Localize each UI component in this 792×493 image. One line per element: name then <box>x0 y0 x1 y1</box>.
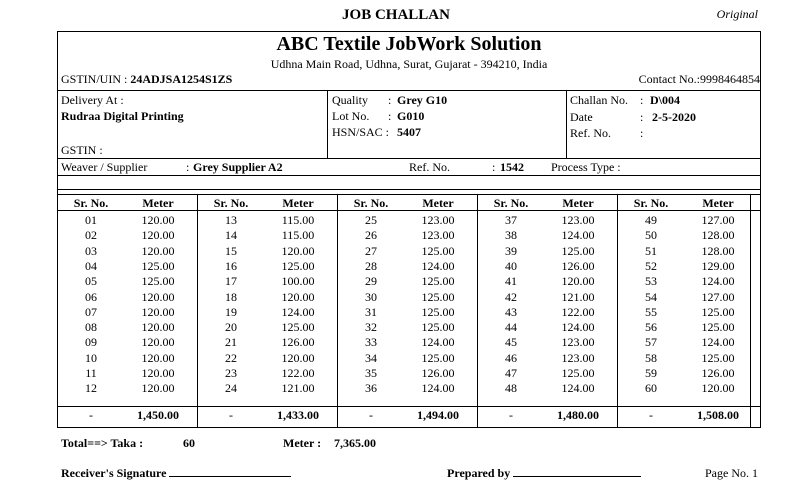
lot-colon: : <box>388 109 392 123</box>
sr-no-cell: 39 <box>505 244 517 258</box>
meter-cell: 122.00 <box>561 305 595 319</box>
meter-cell: 124.00 <box>701 335 735 349</box>
meter-cell: 120.00 <box>561 274 595 288</box>
sr-no-cell: 50 <box>645 228 657 242</box>
meter-cell: 127.00 <box>701 213 735 227</box>
total-taka-value: 60 <box>183 436 195 450</box>
sr-no-cell: 32 <box>365 320 377 334</box>
divider <box>57 194 761 195</box>
total-meter-label: Meter : <box>283 436 322 450</box>
column-total-meter: 1,508.00 <box>697 408 739 422</box>
weaver-value: Grey Supplier A2 <box>193 160 283 174</box>
meter-cell: 123.00 <box>561 335 595 349</box>
sr-no-cell: 27 <box>365 244 377 258</box>
divider <box>57 158 761 159</box>
sr-no-cell: 43 <box>505 305 517 319</box>
company-address: Udhna Main Road, Udhna, Surat, Gujarat - 394210, India <box>270 57 548 71</box>
supplier-ref-colon: : <box>492 160 496 174</box>
sr-no-header: Sr. No. <box>633 196 669 210</box>
meter-cell: 124.00 <box>561 320 595 334</box>
divider <box>57 90 761 91</box>
meter-cell: 120.00 <box>141 351 175 365</box>
total-meter-value: 7,365.00 <box>334 436 376 450</box>
sr-no-cell: 12 <box>85 381 97 395</box>
weaver-label: Weaver / Supplier <box>61 160 148 174</box>
meter-cell: 120.00 <box>701 381 735 395</box>
delivery-name: Rudraa Digital Printing <box>61 109 184 123</box>
meter-cell: 120.00 <box>141 244 175 258</box>
meter-cell: 120.00 <box>141 335 175 349</box>
meter-cell: 122.00 <box>281 366 315 380</box>
sr-no-cell: 09 <box>85 335 97 349</box>
sr-no-header: Sr. No. <box>213 196 249 210</box>
column-total-meter: 1,433.00 <box>277 408 319 422</box>
divider <box>327 90 328 158</box>
meter-cell: 120.00 <box>141 381 175 395</box>
sr-no-cell: 05 <box>85 274 97 288</box>
sr-no-cell: 45 <box>505 335 517 349</box>
meter-cell: 121.00 <box>561 290 595 304</box>
total-sr-cell: - <box>369 408 373 422</box>
meter-cell: 126.00 <box>421 366 455 380</box>
sr-no-cell: 42 <box>505 290 517 304</box>
meter-cell: 128.00 <box>701 228 735 242</box>
meter-cell: 120.00 <box>281 351 315 365</box>
sr-no-header: Sr. No. <box>493 196 529 210</box>
meter-header: Meter <box>562 196 594 210</box>
meter-cell: 129.00 <box>701 259 735 273</box>
meter-cell: 125.00 <box>421 305 455 319</box>
meter-cell: 115.00 <box>281 213 315 227</box>
sr-no-cell: 56 <box>645 320 657 334</box>
sr-no-cell: 29 <box>365 274 377 288</box>
meter-cell: 127.00 <box>701 290 735 304</box>
sr-no-cell: 11 <box>85 366 97 380</box>
sr-no-cell: 41 <box>505 274 517 288</box>
sr-no-cell: 02 <box>85 228 97 242</box>
meter-cell: 125.00 <box>141 274 175 288</box>
sr-no-cell: 36 <box>365 381 377 395</box>
company-contact-label: Contact No.: <box>638 72 700 86</box>
sr-no-cell: 31 <box>365 305 377 319</box>
date-colon: : <box>640 110 644 124</box>
challan-no-value: D\004 <box>650 93 680 107</box>
sr-no-cell: 47 <box>505 366 517 380</box>
meter-header: Meter <box>282 196 314 210</box>
sr-no-cell: 48 <box>505 381 517 395</box>
total-sr-cell: - <box>649 408 653 422</box>
quality-label: Quality <box>332 93 368 107</box>
meter-cell: 124.00 <box>701 274 735 288</box>
meter-cell: 124.00 <box>281 305 315 319</box>
sr-no-cell: 55 <box>645 305 657 319</box>
sr-no-cell: 21 <box>225 335 237 349</box>
prepared-by-label: Prepared by <box>447 466 511 480</box>
meter-cell: 120.00 <box>141 290 175 304</box>
ref-no-colon: : <box>640 126 644 140</box>
column-total-meter: 1,450.00 <box>137 408 179 422</box>
lot-label: Lot No. <box>332 109 370 123</box>
meter-header: Meter <box>422 196 454 210</box>
meter-cell: 126.00 <box>561 259 595 273</box>
sr-no-cell: 17 <box>225 274 237 288</box>
sr-no-cell: 57 <box>645 335 657 349</box>
sr-no-cell: 24 <box>225 381 237 395</box>
sr-no-cell: 59 <box>645 366 657 380</box>
meter-cell: 125.00 <box>141 259 175 273</box>
date-value: 2-5-2020 <box>652 110 696 124</box>
divider <box>57 406 761 407</box>
sr-no-cell: 16 <box>225 259 237 273</box>
sr-no-cell: 20 <box>225 320 237 334</box>
total-sr-cell: - <box>509 408 513 422</box>
sr-no-cell: 13 <box>225 213 237 227</box>
page-number: Page No. 1 <box>705 466 758 480</box>
sr-no-cell: 01 <box>85 213 97 227</box>
sr-no-cell: 60 <box>645 381 657 395</box>
company-name: ABC Textile JobWork Solution <box>276 33 542 55</box>
sr-no-cell: 26 <box>365 228 377 242</box>
meter-header: Meter <box>702 196 734 210</box>
divider <box>566 90 567 158</box>
sr-no-cell: 58 <box>645 351 657 365</box>
prepared-by-line <box>513 466 641 477</box>
meter-cell: 125.00 <box>561 244 595 258</box>
meter-cell: 120.00 <box>141 366 175 380</box>
meter-cell: 115.00 <box>281 228 315 242</box>
total-sr-cell: - <box>89 408 93 422</box>
sr-no-header: Sr. No. <box>353 196 389 210</box>
meter-cell: 120.00 <box>281 244 315 258</box>
meter-cell: 123.00 <box>421 228 455 242</box>
total-taka-label: Total==> Taka : <box>61 436 144 450</box>
sr-no-cell: 54 <box>645 290 657 304</box>
hsn-value: 5407 <box>397 125 421 139</box>
sr-no-cell: 46 <box>505 351 517 365</box>
sr-no-cell: 18 <box>225 290 237 304</box>
meter-cell: 124.00 <box>421 259 455 273</box>
meter-cell: 120.00 <box>141 228 175 242</box>
hsn-label: HSN/SAC : <box>332 125 390 139</box>
ref-no-label: Ref. No. <box>570 126 611 140</box>
sr-no-cell: 37 <box>505 213 517 227</box>
meter-cell: 126.00 <box>701 366 735 380</box>
meter-cell: 123.00 <box>561 213 595 227</box>
sr-no-cell: 30 <box>365 290 377 304</box>
sr-no-cell: 07 <box>85 305 97 319</box>
meter-cell: 121.00 <box>281 381 315 395</box>
meter-cell: 125.00 <box>421 290 455 304</box>
sr-no-cell: 03 <box>85 244 97 258</box>
meter-cell: 125.00 <box>421 274 455 288</box>
sr-no-cell: 38 <box>505 228 517 242</box>
meter-cell: 123.00 <box>561 351 595 365</box>
weaver-colon: : <box>186 160 190 174</box>
total-sr-cell: - <box>229 408 233 422</box>
sr-no-cell: 44 <box>505 320 517 334</box>
sr-no-cell: 10 <box>85 351 97 365</box>
meter-cell: 125.00 <box>701 351 735 365</box>
receiver-signature <box>61 466 291 481</box>
process-type-label: Process Type : <box>551 160 621 174</box>
delivery-label: Delivery At : <box>61 93 124 107</box>
company-gstin <box>61 72 232 87</box>
company-gstin-label: GSTIN/UIN : <box>61 72 128 86</box>
sr-no-cell: 28 <box>365 259 377 273</box>
meter-cell: 124.00 <box>421 335 455 349</box>
meter-cell: 124.00 <box>421 381 455 395</box>
quality-colon: : <box>388 93 392 107</box>
divider <box>57 189 761 190</box>
meter-cell: 120.00 <box>141 305 175 319</box>
meter-cell: 124.00 <box>561 381 595 395</box>
sr-no-cell: 51 <box>645 244 657 258</box>
column-total-meter: 1,480.00 <box>557 408 599 422</box>
document-title: JOB CHALLAN <box>342 7 450 23</box>
quality-value: Grey G10 <box>397 93 448 107</box>
date-label: Date <box>570 110 593 124</box>
receiver-signature-line <box>169 466 291 477</box>
supplier-ref-value: 1542 <box>500 160 524 174</box>
sr-no-cell: 34 <box>365 351 377 365</box>
sr-no-cell: 23 <box>225 366 237 380</box>
meter-cell: 128.00 <box>701 244 735 258</box>
meter-cell: 125.00 <box>421 244 455 258</box>
sr-no-cell: 08 <box>85 320 97 334</box>
lot-value: G010 <box>397 109 425 123</box>
sr-no-cell: 22 <box>225 351 237 365</box>
sr-no-cell: 49 <box>645 213 657 227</box>
meter-cell: 120.00 <box>281 290 315 304</box>
sr-no-cell: 35 <box>365 366 377 380</box>
meter-cell: 100.00 <box>281 274 315 288</box>
delivery-gstin-label: GSTIN : <box>61 143 103 157</box>
meter-cell: 123.00 <box>421 213 455 227</box>
sr-no-cell: 53 <box>645 274 657 288</box>
copy-label: Original <box>716 7 758 21</box>
meter-cell: 125.00 <box>281 320 315 334</box>
prepared-by <box>447 466 641 481</box>
sr-no-cell: 14 <box>225 228 237 242</box>
meter-cell: 120.00 <box>141 213 175 227</box>
meter-cell: 126.00 <box>281 335 315 349</box>
sr-no-cell: 04 <box>85 259 97 273</box>
meter-header: Meter <box>142 196 174 210</box>
meter-cell: 125.00 <box>701 305 735 319</box>
column-total-meter: 1,494.00 <box>417 408 459 422</box>
sr-no-cell: 19 <box>225 305 237 319</box>
meter-cell: 125.00 <box>561 366 595 380</box>
receiver-signature-label: Receiver's Signature <box>61 466 167 480</box>
sr-no-cell: 33 <box>365 335 377 349</box>
challan-no-label: Challan No. <box>570 93 628 107</box>
sr-no-header: Sr. No. <box>73 196 109 210</box>
sr-no-cell: 52 <box>645 259 657 273</box>
sr-no-cell: 15 <box>225 244 237 258</box>
meter-cell: 124.00 <box>561 228 595 242</box>
meter-cell: 125.00 <box>281 259 315 273</box>
sr-no-cell: 40 <box>505 259 517 273</box>
divider <box>57 175 761 176</box>
company-contact-value: 9998464854 <box>700 72 760 86</box>
sr-no-cell: 25 <box>365 213 377 227</box>
supplier-ref-label: Ref. No. <box>409 160 450 174</box>
meter-cell: 125.00 <box>701 320 735 334</box>
meter-cell: 125.00 <box>421 351 455 365</box>
sr-no-cell: 06 <box>85 290 97 304</box>
meter-cell: 125.00 <box>421 320 455 334</box>
company-gstin-value: 24ADJSA1254S1ZS <box>130 72 233 86</box>
challan-no-colon: : <box>640 93 644 107</box>
meter-cell: 120.00 <box>141 320 175 334</box>
company-contact <box>639 72 760 87</box>
